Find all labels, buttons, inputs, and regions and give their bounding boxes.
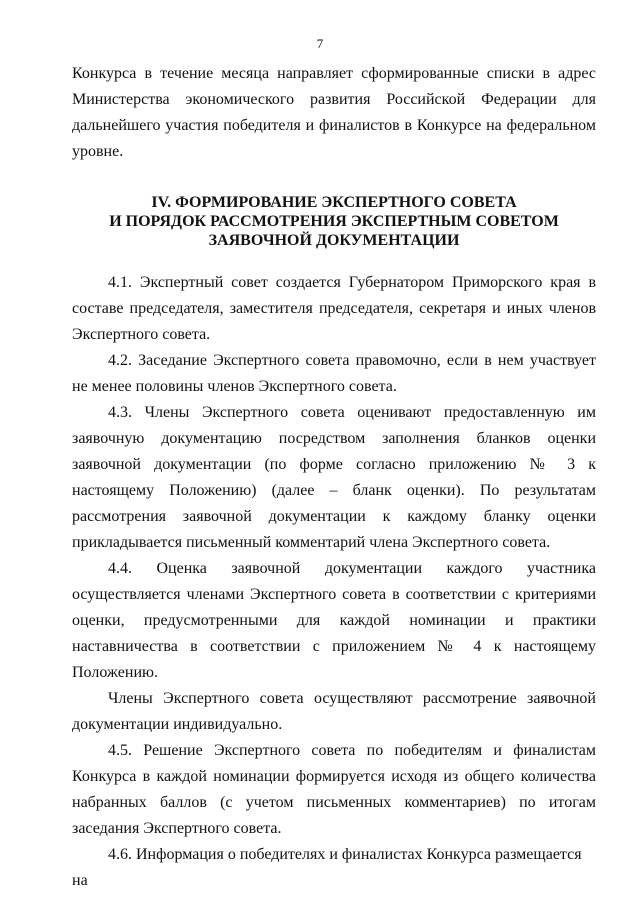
- paragraph-4-1: 4.1. Экспертный совет создается Губернатором Приморского края в составе председателя, заместителя председателя, секретаря и иных членов Экспертного совета.: [72, 274, 596, 343]
- paragraph-4-2: 4.2. Заседание Экспертного совета правомочно, если в нем участвует не менее половины членов Экспертного совета.: [72, 352, 596, 395]
- paragraph-4-4-note: Члены Экспертного совета осуществляют рассмотрение заявочной документации индивидуально.: [72, 690, 596, 733]
- paragraph-4-3: 4.3. Члены Экспертного совета оценивают предоставленную им заявочную документацию посредством заполнения бланков оценки заявочной документации (по форме согласно приложению № 3 к настоящему Положению) (далее – бланк оценки). По результатам рассмотрения заявочной документации к каждому бланку оценки прикладывается письменный комментарий члена Экспертного совета.: [72, 404, 596, 551]
- section-heading-line: И ПОРЯДОК РАССМОТРЕНИЯ ЭКСПЕРТНЫМ СОВЕТОМ: [109, 213, 559, 230]
- intro-paragraph: Конкурса в течение месяца направляет сформированные списки в адрес Министерства экономического развития Российской Федерации для дальнейшего участия победителя и финалистов в Конкурсе на федеральном уровне.: [72, 65, 596, 160]
- section-heading-line: ЗАЯВОЧНОЙ ДОКУМЕНТАЦИИ: [208, 232, 460, 249]
- paragraph-4-6: 4.6. Информация о победителях и финалистах Конкурса размещается на: [72, 846, 582, 889]
- document-body: [72, 61, 596, 894]
- section-heading: [72, 193, 596, 250]
- section-heading-line: IV. ФОРМИРОВАНИЕ ЭКСПЕРТНОГО СОВЕТА: [151, 194, 517, 211]
- page-number: 7: [316, 36, 324, 51]
- paragraph-4-4: 4.4. Оценка заявочной документации каждого участника осуществляется членами Экспертного совета в соответствии с критериями оценки, предусмотренными для каждой номинации и практики наставничества в соответствии с приложением № 4 к настоящему Положению.: [72, 560, 596, 681]
- paragraph-4-5: 4.5. Решение Экспертного совета по победителям и финалистам Конкурса в каждой номинации формируется исходя из общего количества набранных баллов (с учетом письменных комментариев) по итогам заседания Экспертного совета.: [72, 742, 596, 837]
